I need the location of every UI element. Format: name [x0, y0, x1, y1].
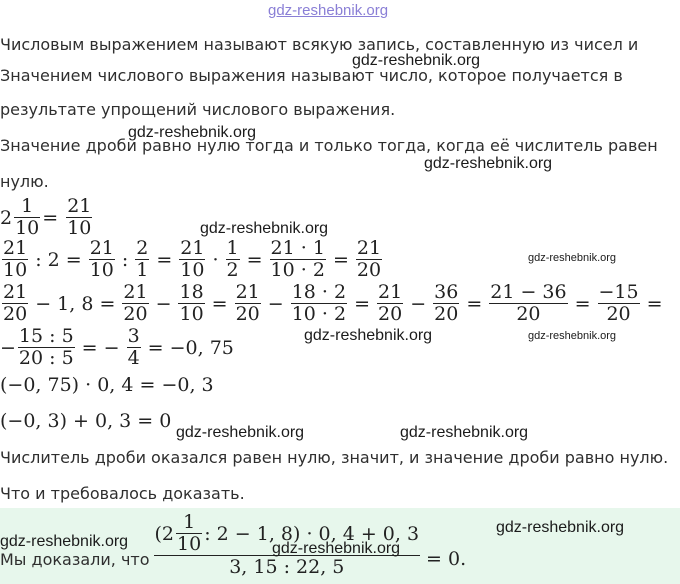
- fraction: $\frac{1}{2}$: [226, 237, 239, 281]
- math-line-4: [0, 326, 239, 369]
- definition-numeric-expression: Числовым выражением называют всякую запись, составленную из чисел и: [0, 35, 639, 54]
- fraction: $\frac{21}{20}$: [235, 281, 260, 325]
- fraction: $\frac{21}{20}$: [123, 281, 148, 325]
- minus-1-8: − 1, 8 =: [35, 292, 116, 315]
- fraction: $\frac{21 \cdot 1}{10 \cdot 2}$: [270, 237, 325, 281]
- fraction: $\frac{-15}{20}$: [598, 281, 639, 325]
- fraction: $\frac{21}{20}$: [3, 281, 28, 325]
- watermark: gdz-reshebnik.org: [304, 327, 433, 344]
- colon-two: : 2 =: [35, 248, 82, 271]
- watermark: gdz-reshebnik.org: [528, 252, 617, 264]
- math-line-3: [0, 282, 668, 325]
- mixed-whole: 2: [0, 206, 13, 229]
- equals: =: [574, 292, 591, 315]
- watermark: gdz-reshebnik.org: [424, 155, 553, 172]
- fraction: $\frac{21}{10}$: [89, 237, 114, 281]
- math-line-1: [0, 196, 94, 239]
- equals: =: [354, 292, 371, 315]
- equals: =: [42, 206, 59, 229]
- qed-text: Что и требовалось доказать.: [0, 484, 245, 503]
- fraction: $\frac{15 : 5}{20 : 5}$: [18, 325, 74, 369]
- watermark: gdz-reshebnik.org: [400, 424, 529, 441]
- equals: =: [466, 292, 483, 315]
- equals: =: [156, 248, 173, 271]
- watermark: gdz-reshebnik.org: [0, 533, 129, 550]
- watermark: gdz-reshebnik.org: [352, 52, 481, 69]
- minus-sign: −: [0, 336, 16, 359]
- minus: −: [410, 292, 427, 315]
- equals-zero: = 0.: [426, 548, 467, 570]
- equals: =: [646, 292, 663, 315]
- equals: =: [246, 248, 263, 271]
- watermark-top[interactable]: gdz-reshebnik.org: [268, 2, 389, 19]
- watermark: gdz-reshebnik.org: [528, 330, 617, 342]
- dot: ·: [212, 248, 219, 271]
- watermark: gdz-reshebnik.org: [176, 424, 305, 441]
- fraction: $\frac{3}{4}$: [127, 325, 140, 369]
- watermark: gdz-reshebnik.org: [200, 220, 329, 237]
- proved-prefix: Мы доказали, что: [0, 550, 150, 569]
- colon: :: [121, 248, 129, 271]
- watermark: gdz-reshebnik.org: [272, 540, 401, 557]
- equals-minus: = −: [81, 336, 120, 359]
- minus: −: [155, 292, 172, 315]
- fraction: $\frac{21}{20}$: [378, 281, 403, 325]
- zero-fraction-rule-cont: нулю.: [0, 172, 49, 191]
- fraction: $\frac{18 \cdot 2}{10 \cdot 2}$: [291, 281, 347, 325]
- equals: =: [332, 248, 349, 271]
- fraction: $\frac{21}{10}$: [180, 237, 205, 281]
- definition-expression-value: Значением числового выражения называют число, которое получается в: [0, 66, 623, 85]
- fraction: $\frac{1}{10}$: [15, 195, 40, 239]
- fraction: $\frac{21}{20}$: [356, 237, 382, 281]
- equals: =: [211, 292, 228, 315]
- watermark: gdz-reshebnik.org: [128, 124, 257, 141]
- watermark: gdz-reshebnik.org: [496, 519, 625, 536]
- math-line-2: [0, 238, 384, 281]
- fraction: $\frac{21}{10}$: [67, 195, 92, 239]
- fraction: $\frac{21}{10}$: [3, 237, 28, 281]
- minus: −: [267, 292, 284, 315]
- fraction: $\frac{18}{10}$: [179, 281, 204, 325]
- zero-fraction-rule: Значение дроби равно нулю тогда и только тогда, когда её числитель равен: [0, 136, 658, 155]
- math-line-6: (−0, 3) + 0, 3 = 0: [0, 410, 172, 432]
- definition-expression-value-cont: результате упрощений числового выражения.: [0, 100, 396, 119]
- math-line-5: (−0, 75) · 0, 4 = −0, 3: [0, 374, 214, 396]
- big-fraction: (2 $\frac{1}{10}$ : 2 − 1, 8) · 0, 4 + 0, 3 3, 15 : 22, 5: [154, 511, 420, 578]
- conclusion-text: Числитель дроби оказался равен нулю, значит, и значение дроби равно нулю.: [0, 448, 669, 467]
- result: = −0, 75: [147, 336, 234, 359]
- fraction: $\frac{21 - 36}{20}$: [490, 281, 567, 325]
- fraction: $\frac{2}{1}$: [136, 237, 149, 281]
- fraction: $\frac{36}{20}$: [434, 281, 459, 325]
